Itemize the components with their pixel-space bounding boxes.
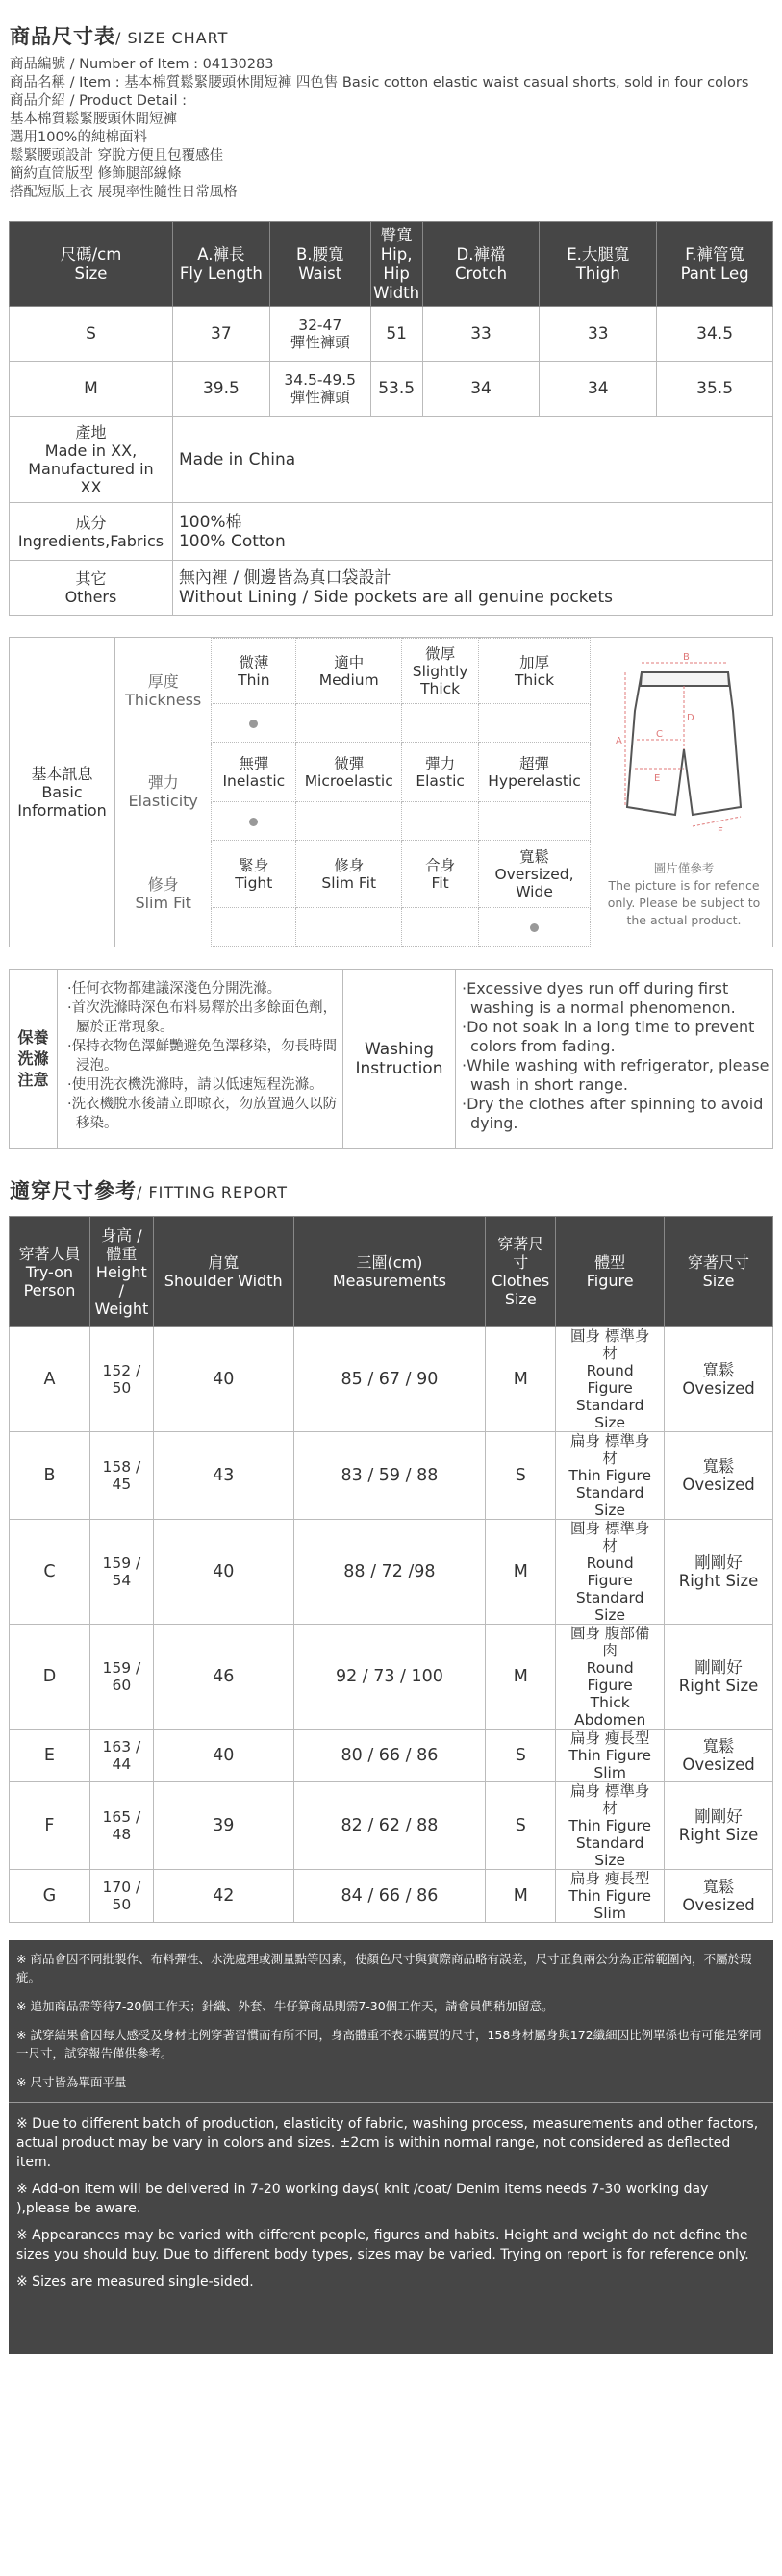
clothes-size-cell: M <box>486 1625 556 1730</box>
figure-cell: 扁身 瘦長型 Thin Figure Slim <box>556 1870 665 1923</box>
fit-cell: 寬鬆 Ovesized <box>665 1730 773 1782</box>
table-row <box>10 362 773 417</box>
crotch-cell: 33 <box>422 307 540 362</box>
diagram-letter-b: B <box>683 652 690 663</box>
elasticity-option: 彈力 Elastic <box>402 743 479 802</box>
material-label: 成分 Ingredients,Fabrics <box>10 503 173 561</box>
list-item: ·使用洗衣機洗滌時，請以低速短程洗滌。 <box>67 1077 323 1093</box>
fit-mark <box>212 908 296 947</box>
shorts-illustration-icon <box>598 644 769 855</box>
size-cell: S <box>10 307 173 362</box>
clothes-size-cell: M <box>486 1520 556 1625</box>
fitting-table <box>9 1216 773 1923</box>
washing-instruction <box>9 969 773 1149</box>
detail-line: 搭配短版上衣 展現率性隨性日常風格 <box>10 185 238 200</box>
note-item: ※ 追加商品需等待7-20個工作天；針織、外套、牛仔算商品則需7-30個工作天，請會員們稍加留意。 <box>16 1999 554 2013</box>
hip-cell: 51 <box>370 307 422 362</box>
washing-label-en: Washing Instruction <box>342 970 456 1148</box>
height-weight-cell: 170 / 50 <box>89 1870 153 1923</box>
fit-option: 寬鬆 Oversized, Wide <box>479 841 591 908</box>
table-row <box>10 307 773 362</box>
col-size: 尺碼/cm Size <box>10 222 173 307</box>
fit-label: 修身 Slim Fit <box>135 874 191 912</box>
table-row <box>10 1782 773 1870</box>
shoulder-cell: 40 <box>153 1520 293 1625</box>
item-name: 商品名稱 / Item : 基本棉質鬆緊腰頭休閒短褲 四色售 Basic cotton elastic waist casual shorts, sold in four colors <box>10 75 749 90</box>
shoulder-cell: 43 <box>153 1432 293 1520</box>
title-zh: 商品尺寸表 <box>10 25 115 48</box>
item-number: 商品編號 / Number of Item : 04130283 <box>10 57 274 72</box>
height-weight-cell: 159 / 60 <box>89 1625 153 1730</box>
elasticity-mark <box>212 802 296 841</box>
notes-zh <box>16 1950 766 2091</box>
detail-line: 鬆緊腰頭設計 穿脫方便且包覆感佳 <box>10 148 224 164</box>
table-row <box>10 1432 773 1520</box>
basic-info-grid <box>115 638 591 947</box>
note-item: ※ Appearances may be varied with different people, figures and habits. Height and weight do not define the sizes you should buy. Due to different body types, sizes may be varied. Trying on report is for reference only. <box>16 2228 749 2262</box>
table-row <box>10 1520 773 1625</box>
origin-label: 產地 Made in XX, Manufactured in XX <box>10 417 173 503</box>
fit-cell: 剛剛好 Right Size <box>665 1782 773 1870</box>
measurements-cell: 83 / 59 / 88 <box>293 1432 486 1520</box>
detail-line: 基本棉質鬆緊腰頭休閒短褲 <box>10 112 177 127</box>
waist-cell: 32-47 彈性褲頭 <box>269 307 370 362</box>
elasticity-option: 微彈 Microelastic <box>296 743 402 802</box>
elasticity-mark <box>296 802 402 841</box>
fit-cell: 寬鬆 Ovesized <box>665 1432 773 1520</box>
col-figure: 體型 Figure <box>556 1217 665 1327</box>
table-row <box>10 1730 773 1782</box>
diagram-letter-a: A <box>616 736 622 746</box>
size-table-header <box>10 222 773 307</box>
fit-mark <box>479 908 591 947</box>
fitting-report-title <box>10 1175 782 1204</box>
measurements-cell: 85 / 67 / 90 <box>293 1327 486 1432</box>
fitting-table-header <box>10 1217 773 1327</box>
note-item: ※ Sizes are measured single-sided. <box>16 2274 254 2289</box>
thickness-option: 微薄 Thin <box>212 639 296 704</box>
washing-list-zh <box>67 979 339 1133</box>
thickness-mark <box>479 704 591 743</box>
fly-cell: 39.5 <box>172 362 269 417</box>
col-hip: 臀寬 Hip, Hip Width <box>370 222 422 307</box>
washing-label-zh: 保養 洗滌 注意 <box>10 970 58 1148</box>
notes-en <box>16 2114 766 2291</box>
washing-list-en <box>462 979 771 1133</box>
fit-cell: 寬鬆 Ovesized <box>665 1327 773 1432</box>
selected-dot-icon <box>249 818 258 826</box>
figure-cell: 扁身 瘦長型 Thin Figure Slim <box>556 1730 665 1782</box>
others-value: 無內裡 / 側邊皆為真口袋設計 Without Lining / Side pockets are all genuine pockets <box>172 561 772 616</box>
figure-cell: 扁身 標準身 材 Thin Figure Standard Size <box>556 1432 665 1520</box>
shoulder-cell: 46 <box>153 1625 293 1730</box>
clothes-size-cell: M <box>486 1327 556 1432</box>
size-cell: M <box>10 362 173 417</box>
figure-cell: 圓身 標準身 材 Round Figure Standard Size <box>556 1327 665 1432</box>
thigh-cell: 34 <box>540 362 657 417</box>
note-item: ※ 商品會因不同批製作、布料彈性、水洗處理或測量點等因素，使顏色尺寸與實際商品略有誤差，尺寸正負兩公分為正常範圍內，不屬於瑕疵。 <box>16 1952 752 1984</box>
product-info <box>10 56 772 202</box>
fitting-title-zh: 適穿尺寸參考 <box>10 1179 137 1202</box>
col-measurements: 三圍(cm) Measurements <box>293 1217 486 1327</box>
person-cell: D <box>10 1625 90 1730</box>
fit-cell: 寬鬆 Ovesized <box>665 1870 773 1923</box>
material-value: 100%棉 100% Cotton <box>172 503 772 561</box>
person-cell: E <box>10 1730 90 1782</box>
list-item: ·Dry the clothes after spinning to avoid dying. <box>462 1095 764 1132</box>
col-crotch: D.褲襠 Crotch <box>422 222 540 307</box>
fit-row <box>115 841 591 908</box>
thickness-label: 厚度 Thickness <box>125 671 202 709</box>
notes-panel <box>9 1940 773 2354</box>
others-label: 其它 Others <box>10 561 173 616</box>
detail-line: 簡約直筒版型 修飾腿部線條 <box>10 166 182 182</box>
selected-dot-icon <box>530 923 539 932</box>
fit-mark <box>402 908 479 947</box>
person-cell: A <box>10 1327 90 1432</box>
list-item: ·Excessive dyes run off during first washing is a normal phenomenon. <box>462 979 736 1017</box>
col-shoulder: 肩寬 Shoulder Width <box>153 1217 293 1327</box>
person-cell: C <box>10 1520 90 1625</box>
shoulder-cell: 40 <box>153 1730 293 1782</box>
notes-divider <box>9 2102 773 2103</box>
clothes-size-cell: S <box>486 1432 556 1520</box>
col-fly-length: A.褲長 Fly Length <box>172 222 269 307</box>
leg-cell: 34.5 <box>657 307 773 362</box>
figure-cell: 扁身 標準身 材 Thin Figure Standard Size <box>556 1782 665 1870</box>
col-clothes-size: 穿著尺 寸 Clothes Size <box>486 1217 556 1327</box>
measurements-cell: 92 / 73 / 100 <box>293 1625 486 1730</box>
note-item: ※ Due to different batch of production, elasticity of fabric, washing process, measurements and other factors, actual product may be vary in colors and sizes. ±2cm is within normal range, not considered as deflected item. <box>16 2116 759 2170</box>
page-title <box>10 21 772 50</box>
table-row <box>10 1327 773 1432</box>
height-weight-cell: 163 / 44 <box>89 1730 153 1782</box>
thigh-cell: 33 <box>540 307 657 362</box>
person-cell: B <box>10 1432 90 1520</box>
clothes-size-cell: S <box>486 1782 556 1870</box>
fitting-table-body <box>10 1327 773 1923</box>
origin-value: Made in China <box>172 417 772 503</box>
measurements-cell: 84 / 66 / 86 <box>293 1870 486 1923</box>
shorts-diagram <box>598 644 769 942</box>
figure-cell: 圓身 標準身 材 Round Figure Standard Size <box>556 1520 665 1625</box>
list-item: ·Do not soak in a long time to prevent colors from fading. <box>462 1018 755 1055</box>
thickness-mark <box>296 704 402 743</box>
list-item: ·While washing with refrigerator, please wash in short range. <box>462 1056 769 1094</box>
elasticity-mark <box>479 802 591 841</box>
waist-cell: 34.5-49.5 彈性褲頭 <box>269 362 370 417</box>
note-item: ※ Add-on item will be delivered in 7-20 working days( knit /coat/ Denim items needs 7-30 working day ),please be aware. <box>16 2182 709 2216</box>
height-weight-cell: 152 / 50 <box>89 1327 153 1432</box>
person-cell: G <box>10 1870 90 1923</box>
note-item: ※ 尺寸皆為單面平量 <box>16 2075 127 2089</box>
col-fit: 穿著尺寸 Size <box>665 1217 773 1327</box>
material-row <box>10 503 773 561</box>
table-row <box>10 1625 773 1730</box>
others-row <box>10 561 773 616</box>
clothes-size-cell: S <box>486 1730 556 1782</box>
col-thigh: E.大腿寬 Thigh <box>540 222 657 307</box>
hip-cell: 53.5 <box>370 362 422 417</box>
diagram-letter-d: D <box>687 713 694 723</box>
height-weight-cell: 158 / 45 <box>89 1432 153 1520</box>
list-item: ·首次洗滌時深色布料易釋於出多餘面色劑，屬於正常現象。 <box>67 1000 338 1035</box>
measurements-cell: 82 / 62 / 88 <box>293 1782 486 1870</box>
table-row <box>10 1870 773 1923</box>
shoulder-cell: 42 <box>153 1870 293 1923</box>
origin-row <box>10 417 773 503</box>
crotch-cell: 34 <box>422 362 540 417</box>
header <box>0 0 782 202</box>
thickness-option: 加厚 Thick <box>479 639 591 704</box>
product-detail-label: 商品介紹 / Product Detail : <box>10 93 187 109</box>
thickness-row <box>115 639 591 704</box>
size-table <box>9 221 773 616</box>
clothes-size-cell: M <box>486 1870 556 1923</box>
figure-cell: 圓身 腹部備 肉 Round Figure Thick Abdomen <box>556 1625 665 1730</box>
elasticity-mark <box>402 802 479 841</box>
fitting-title-en: / FITTING REPORT <box>137 1183 289 1201</box>
fit-mark <box>296 908 402 947</box>
height-weight-cell: 165 / 48 <box>89 1782 153 1870</box>
thickness-option: 適中 Medium <box>296 639 402 704</box>
fly-cell: 37 <box>172 307 269 362</box>
thickness-mark <box>212 704 296 743</box>
list-item: ·任何衣物都建議深淺色分開洗滌。 <box>67 981 282 997</box>
basic-info-label: 基本訊息 Basic Information <box>10 638 115 947</box>
col-person: 穿著人員 Try-on Person <box>10 1217 90 1327</box>
basic-information <box>9 637 773 947</box>
col-pant-leg: F.褲管寬 Pant Leg <box>657 222 773 307</box>
elasticity-label: 彈力 Elasticity <box>128 772 198 810</box>
fit-cell: 剛剛好 Right Size <box>665 1625 773 1730</box>
elasticity-option: 超彈 Hyperelastic <box>479 743 591 802</box>
measurements-cell: 88 / 72 /98 <box>293 1520 486 1625</box>
person-cell: F <box>10 1782 90 1870</box>
leg-cell: 35.5 <box>657 362 773 417</box>
detail-line: 選用100%的純棉面料 <box>10 130 147 145</box>
fit-option: 合身 Fit <box>402 841 479 908</box>
col-height-weight: 身高 / 體重 Height / Weight <box>89 1217 153 1327</box>
list-item: ·洗衣機脫水後請立即晾衣，勿放置過久以防移染。 <box>67 1097 338 1131</box>
fit-cell: 剛剛好 Right Size <box>665 1520 773 1625</box>
diagram-caption: 圖片僅參考 The picture is for refence only. Please be subject to the actual product. <box>607 861 761 927</box>
note-item: ※ 試穿結果會因每人感受及身材比例穿著習慣而有所不同，身高體重不表示購買的尺寸，158身材屬身與172纖細因比例單係也有可能是穿同一尺寸，試穿報告僅供參考。 <box>16 2028 762 2060</box>
elasticity-option: 無彈 Inelastic <box>212 743 296 802</box>
diagram-letter-c: C <box>656 729 663 740</box>
height-weight-cell: 159 / 54 <box>89 1520 153 1625</box>
fit-option: 修身 Slim Fit <box>296 841 402 908</box>
selected-dot-icon <box>249 720 258 728</box>
fit-option: 緊身 Tight <box>212 841 296 908</box>
measurements-cell: 80 / 66 / 86 <box>293 1730 486 1782</box>
col-waist: B.腰寬 Waist <box>269 222 370 307</box>
shoulder-cell: 40 <box>153 1327 293 1432</box>
shoulder-cell: 39 <box>153 1782 293 1870</box>
elasticity-row <box>115 743 591 802</box>
thickness-mark <box>402 704 479 743</box>
diagram-letter-f: F <box>718 826 723 837</box>
list-item: ·保持衣物色澤鮮艷避免色澤移染，勿長時間浸泡。 <box>67 1039 338 1073</box>
diagram-letter-e: E <box>654 773 661 784</box>
thickness-option: 微厚 Slightly Thick <box>402 639 479 704</box>
title-en: / SIZE CHART <box>115 29 229 47</box>
